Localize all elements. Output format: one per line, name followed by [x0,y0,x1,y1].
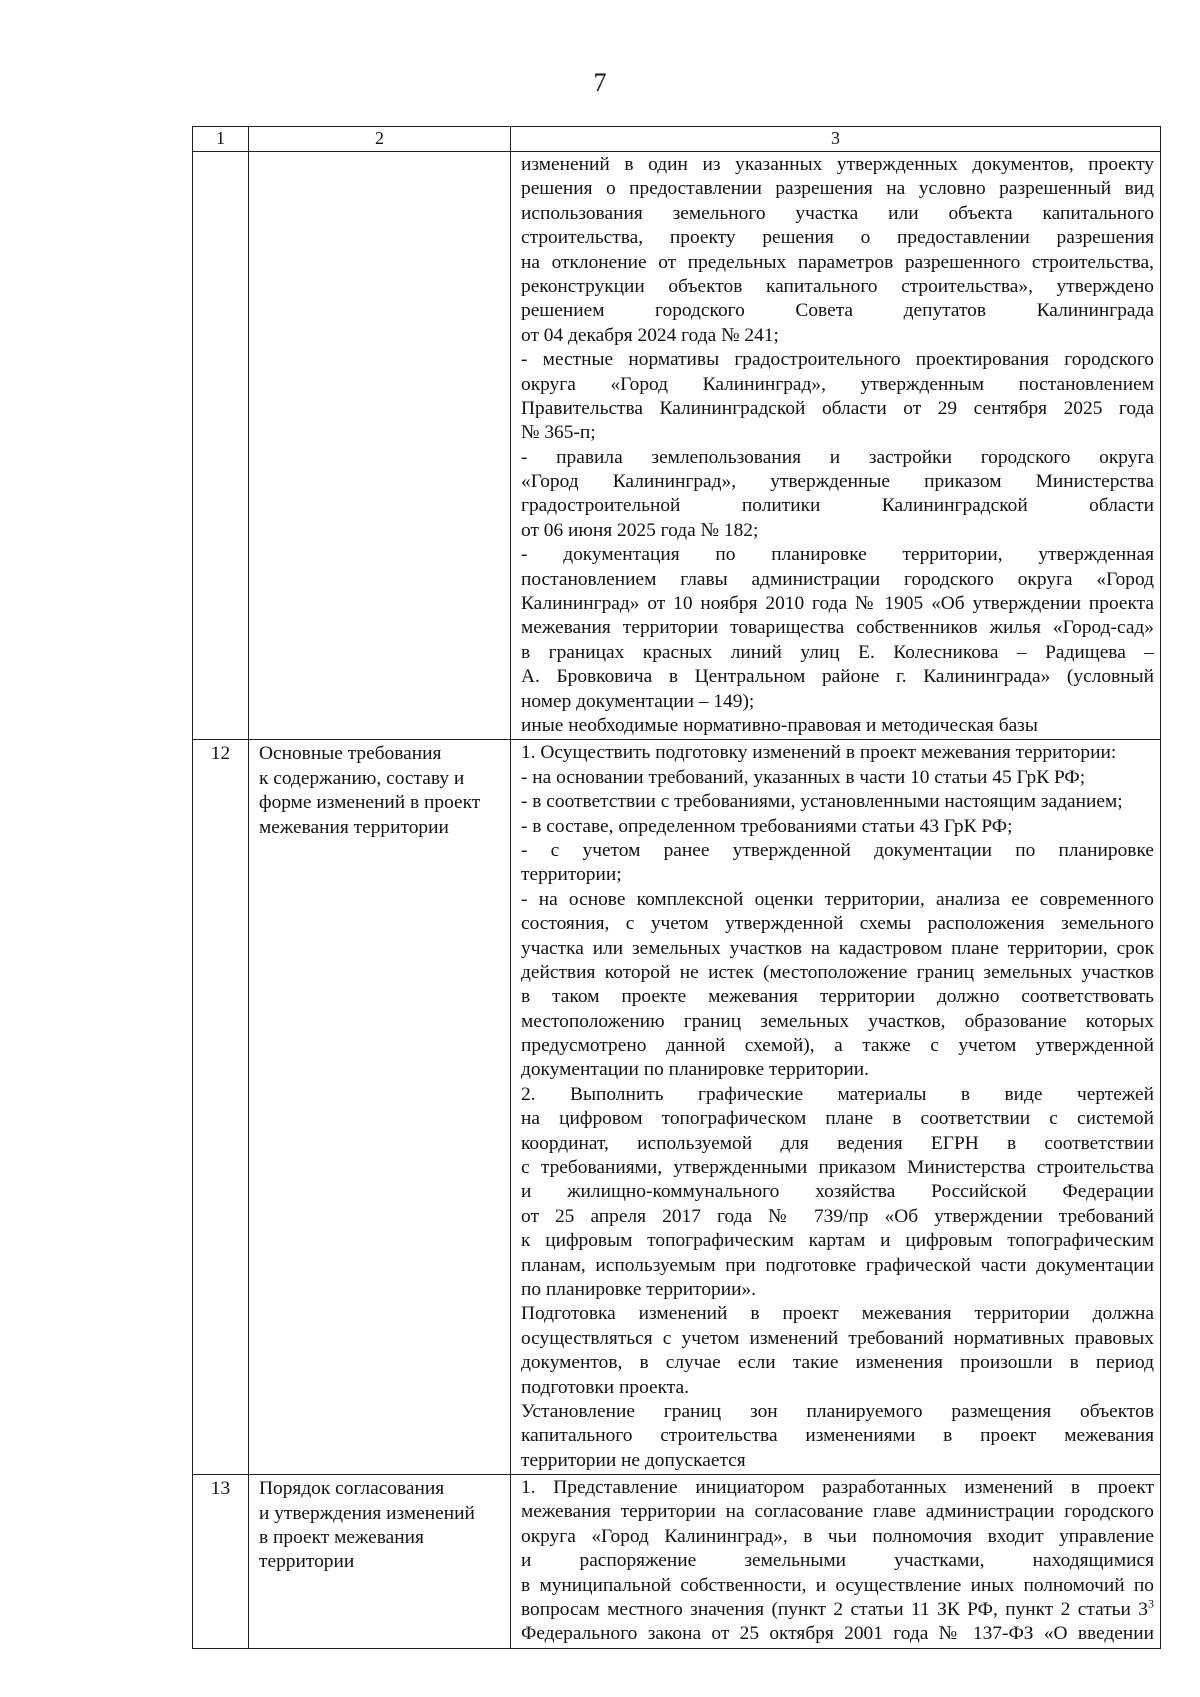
text-line: решения о предоставлении разрешения на условно разрешенный вид [521,178,1154,200]
text-line: в муниципальной собственности, и осуществление иных полномочий по [521,1574,1154,1596]
text-line: округа «Город Калининград», в чьи полномочия входит управление [521,1525,1154,1547]
text-line: А. Бровковича в Центральном районе г. Калининграда» (условный [521,666,1154,688]
row-number-cell [193,152,249,740]
text-line: постановлением главы администрации городского округа «Город [521,568,1154,590]
text-line: и жилищно-коммунального хозяйства Российской Федерации [521,1181,1154,1203]
row-name-line: территории [259,1551,355,1573]
text-line: - на основании требований, указанных в части 10 статьи 45 ГрК РФ; [521,766,1086,788]
row-name-line: Порядок согласования [259,1478,445,1500]
text-line: иные необходимые нормативно-правовая и методическая базы [521,714,1038,736]
text-line: - с учетом ранее утвержденной документации по планировке [521,839,1154,861]
text-line: с требованиями, утвержденными приказом Министерства строительства [521,1157,1154,1179]
text-line: от 06 июня 2025 года № 182; [521,519,759,541]
text-line: от 25 апреля 2017 года № 739/пр «Об утверждении требований [521,1205,1154,1227]
text-line: территории не допускается [521,1449,746,1471]
text-line: планам, используемым при подготовке графической части документации [521,1254,1154,1276]
text-line: подготовки проекта. [521,1376,689,1398]
text-line: и распоряжение земельными участками, находящимися [521,1550,1154,1572]
requirements-table [192,126,1161,1649]
table-row-13 [193,1475,1161,1649]
row-name-line: и утверждения изменений [259,1502,475,1524]
text-line: «Город Калининград», утвержденные приказом Министерства [521,471,1154,493]
text-line: округа «Город Калининград», утвержденным постановлением [521,373,1154,395]
text-line: Правительства Калининградской области от 29 сентября 2025 года [521,397,1154,419]
text-line: вопросам местного значения (пункт 2 статьи 11 ЗК РФ, пункт 2 статьи $3^3$ [521,1598,1154,1621]
text-line: на цифровом топографическом плане в соответствии с системой [521,1108,1154,1130]
text-line: документации по планировке территории. [521,1059,870,1081]
text-line: в таком проекте межевания территории должно соответствовать [521,986,1154,1008]
row-name [249,740,511,1475]
text-line: документов, в случае если такие изменения произошли в период [521,1352,1154,1374]
text-line: № 365-п; [521,422,596,444]
header-col-2: 2 [249,127,511,152]
row-name-line: межевания территории [259,816,449,838]
row-content-cell [511,1475,1161,1649]
text-line: - правила землепользования и застройки городского округа [521,446,1154,468]
row-number: 12 [193,740,249,1475]
table-row-12 [193,740,1161,1475]
text-line: - в составе, определенном требованиями статьи 43 ГрК РФ; [521,815,1013,837]
text-line: решением городского Совета депутатов Калининграда [521,300,1154,322]
text-line: на отклонение от предельных параметров разрешенного строительства, [521,251,1154,273]
text-line: действия которой не истек (местоположение границ земельных участков [521,961,1154,983]
row-content-cell [511,152,1161,740]
text-line: - в соответствии с требованиями, установленными настоящим заданием; [521,791,1123,813]
row-name-cell [249,152,511,740]
text-line: Установление границ зон планируемого размещения объектов [521,1400,1154,1422]
text-line: территории; [521,864,622,886]
row-name [249,1475,511,1649]
text-line: осуществляться с учетом изменений требований нормативных правовых [521,1327,1154,1349]
table-row-continued [193,152,1161,740]
text-line: координат, используемой для ведения ЕГРН в соответствии [521,1132,1154,1154]
text-line: 1. Осуществить подготовку изменений в проект межевания территории: [521,742,1117,764]
text-line: строительства, проекту решения о предоставлении разрешения [521,227,1154,249]
text-line: реконструкции объектов капитального строительства», утверждено [521,275,1154,297]
text-line: 2. Выполнить графические материалы в виде чертежей [521,1083,1154,1105]
text-line: капитального строительства изменениями в проект межевания [521,1425,1154,1447]
text-line: от 04 декабря 2024 года № 241; [521,324,779,346]
text-line: Калининград» от 10 ноября 2010 года № 1905 «Об утверждении проекта [521,593,1154,615]
text-line: - местные нормативы градостроительного проектирования городского [521,349,1154,371]
text-line: Подготовка изменений в проект межевания территории должна [521,1303,1154,1325]
text-line: местоположению границ земельных участков, образование которых [521,1010,1154,1032]
text-line: - документация по планировке территории, утвержденная [521,544,1154,566]
text-line: изменений в один из указанных утвержденных документов, проекту [521,154,1154,175]
text-line: по планировке территории». [521,1278,757,1300]
row-number: 13 [193,1475,249,1649]
text-line: участка или земельных участков на кадастровом плане территории, срок [521,937,1154,959]
row-name-line: форме изменений в проект [259,792,481,814]
table-header-row [193,127,1161,152]
text-line: Федерального закона от 25 октября 2001 года № 137-ФЗ «О введении [521,1623,1154,1645]
text-line: в границах красных линий улиц Е. Колесникова – Радищева – [521,641,1154,663]
row-name-line: в проект межевания [259,1526,424,1548]
row-name-line: к содержанию, составу и [259,767,465,789]
row-content-cell [511,740,1161,1475]
text-line: градостроительной политики Калининградской области [521,495,1154,517]
text-line: состояния, с учетом утвержденной схемы расположения земельного [521,913,1154,935]
text-line: межевания территории на согласование главе администрации городского [521,1501,1154,1523]
header-col-3: 3 [511,127,1161,152]
text-line: - на основе комплексной оценки территории, анализа ее современного [521,888,1154,910]
text-line: использования земельного участка или объекта капитального [521,202,1154,224]
page-number: 7 [593,68,607,97]
row-name-line: Основные требования [259,743,442,765]
header-col-1: 1 [193,127,249,152]
text-line: предусмотрено данной схемой), а также с учетом утвержденной [521,1035,1154,1057]
text-line: межевания территории товарищества собственников жилья «Город-сад» [521,617,1154,639]
text-line: к цифровым топографическим картам и цифровым топографическим [521,1230,1154,1252]
superscript: 3 [1148,1598,1154,1611]
text-line: номер документации – 149); [521,690,755,712]
text-line: 1. Представление инициатором разработанных изменений в проект [521,1477,1154,1499]
